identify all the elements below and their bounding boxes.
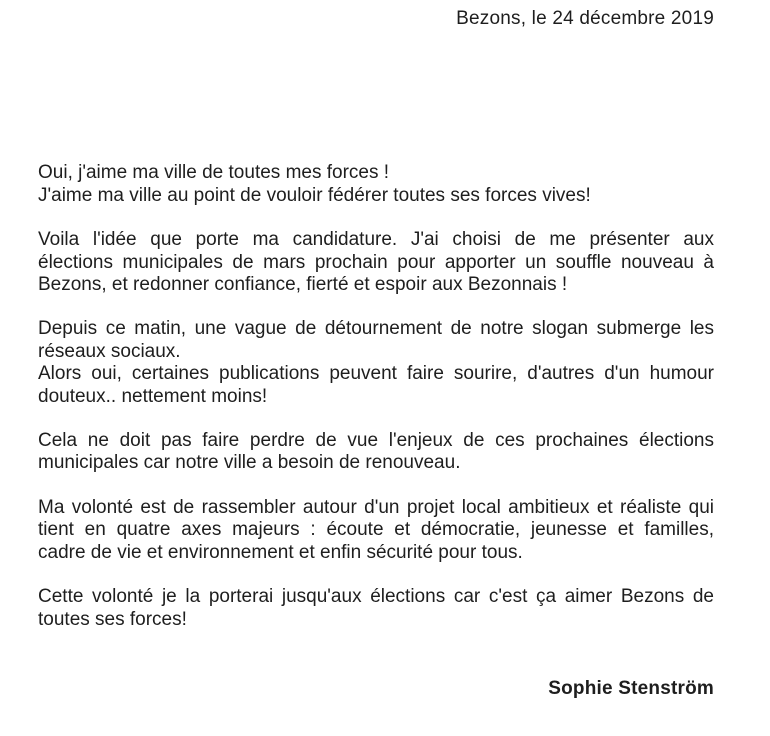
paragraph-line: toutes ses forces! bbox=[38, 608, 187, 630]
letter-body bbox=[38, 162, 714, 700]
letter-date: Bezons, le 24 décembre 2019 bbox=[456, 8, 714, 29]
paragraph-line: municipales car notre ville a besoin de renouveau. bbox=[38, 452, 461, 474]
paragraph-intro bbox=[38, 162, 714, 207]
paragraph-line: tient en quatre axes majeurs : écoute et démocratie, jeunesse et familles, bbox=[38, 519, 714, 541]
paragraph-reseaux-sociaux bbox=[38, 318, 714, 408]
paragraph-line: Voila l'idée que porte ma candidature. J'ai choisi de me présenter aux bbox=[38, 229, 714, 251]
paragraph-line: Bezons, et redonner confiance, fierté et espoir aux Bezonnais ! bbox=[38, 274, 568, 296]
paragraph-line: cadre de vie et environnement et enfin sécurité pour tous. bbox=[38, 541, 523, 563]
paragraph-candidature bbox=[38, 229, 714, 296]
paragraph-line: Oui, j'aime ma ville de toutes mes forces ! bbox=[38, 162, 390, 184]
paragraph-line: Cette volonté je la porterai jusqu'aux élections car c'est ça aimer Bezons de bbox=[38, 586, 714, 608]
paragraph-line: élections municipales de mars prochain pour apporter un souffle nouveau à bbox=[38, 251, 714, 273]
signature-name: Sophie Stenström bbox=[548, 677, 714, 699]
paragraph-line: Ma volonté est de rassembler autour d'un projet local ambitieux et réaliste qui bbox=[38, 496, 714, 518]
paragraph-line: Cela ne doit pas faire perdre de vue l'enjeux de ces prochaines élections bbox=[38, 430, 714, 452]
paragraph-line: Depuis ce matin, une vague de détournement de notre slogan submerge les bbox=[38, 318, 714, 340]
paragraph-line: J'aime ma ville au point de vouloir fédérer toutes ses forces vives! bbox=[38, 184, 591, 206]
paragraph-line: réseaux sociaux. bbox=[38, 340, 181, 362]
paragraph-line: douteux.. nettement moins! bbox=[38, 385, 268, 407]
paragraph-conclusion bbox=[38, 586, 714, 631]
paragraph-enjeux bbox=[38, 430, 714, 475]
paragraph-line: Alors oui, certaines publications peuvent faire sourire, d'autres d'un humour bbox=[38, 363, 714, 385]
paragraph-volonte bbox=[38, 497, 714, 564]
